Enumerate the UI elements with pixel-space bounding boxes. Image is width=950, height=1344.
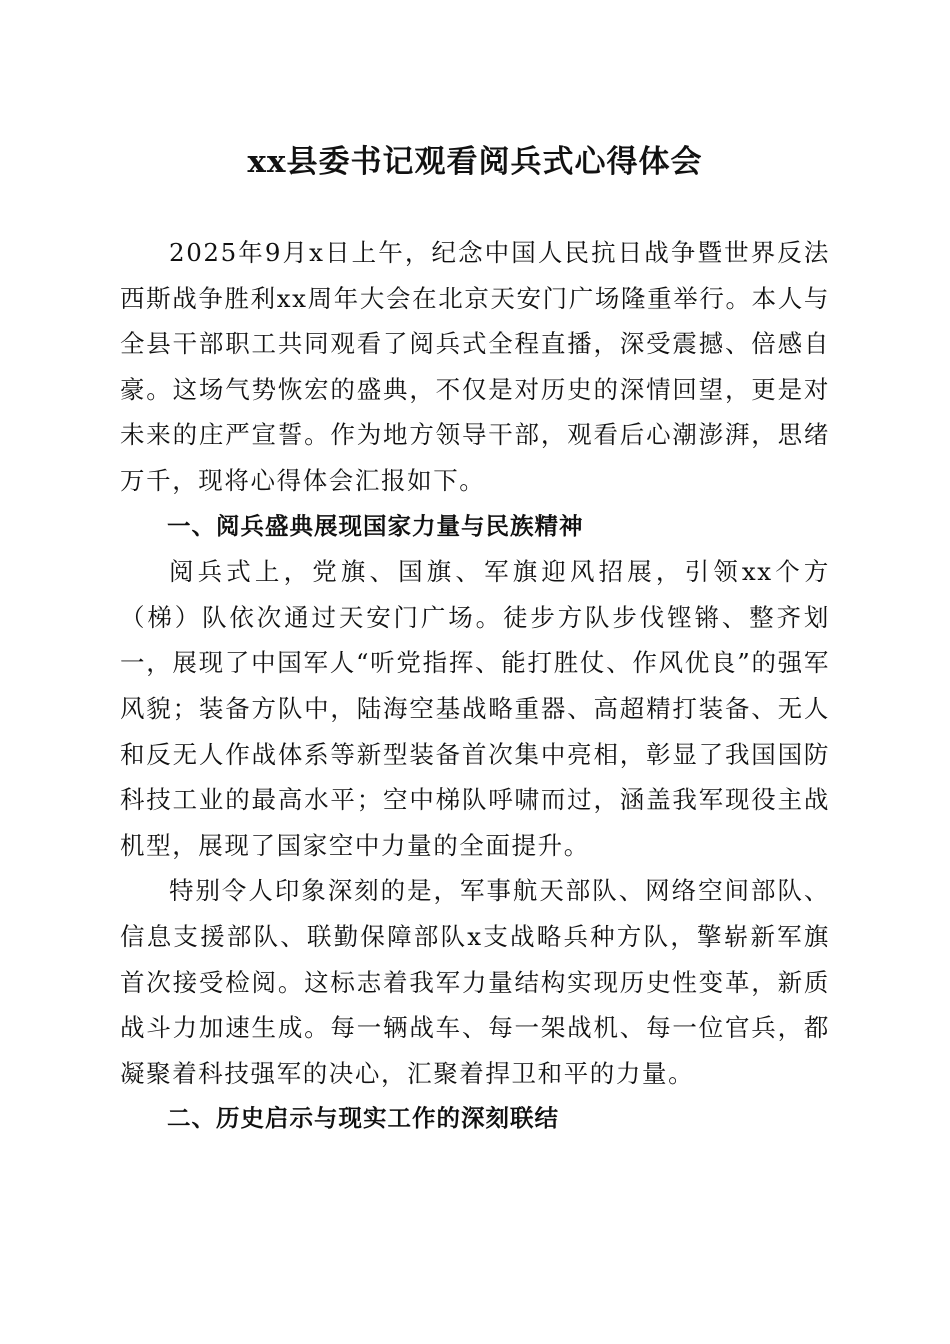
- intro-paragraph: 2025年9月x日上午，纪念中国人民抗日战争暨世界反法西斯战争胜利xx周年大会在北京天安门广场隆重举行。本人与全县干部职工共同观看了阅兵式全程直播，深受震撼、倍感自豪。这场气势恢宏的盛典，不仅是对历史的深情回望，更是对未来的庄严宣誓。作为地方领导干部，观看后心潮澎湃，思绪万千，现将心得体会汇报如下。: [120, 238, 830, 495]
- body-paragraph-parade: 阅兵式上，党旗、国旗、军旗迎风招展，引领xx个方（梯）队依次通过天安门广场。徒步方队步伐铿锵、整齐划一，展现了中国军人“听党指挥、能打胜仗、作风优良”的强军风貌；装备方队中，陆海空基战略重器、高超精打装备、无人和反无人作战体系等新型装备首次集中亮相，彰显了我国国防科技工业的最高水平；空中梯队呼啸而过，涵盖我军现役主战机型，展现了国家空中力量的全面提升。: [120, 557, 830, 860]
- document-title: xx县委书记观看阅兵式心得体会: [247, 144, 703, 180]
- document-body: [120, 230, 830, 1142]
- section-heading-1: 一、阅兵盛典展现国家力量与民族精神: [167, 511, 584, 540]
- body-paragraph-impression: 特别令人印象深刻的是，军事航天部队、网络空间部队、信息支援部队、联勤保障部队x支战略兵种方队，擎崭新军旗首次接受检阅。这标志着我军力量结构实现历史性变革，新质战斗力加速生成。每一辆战车、每一架战机、每一位官兵，都凝聚着科技强军的决心，汇聚着捍卫和平的力量。: [120, 876, 830, 1088]
- section-heading-2: 二、历史启示与现实工作的深刻联结: [167, 1104, 559, 1133]
